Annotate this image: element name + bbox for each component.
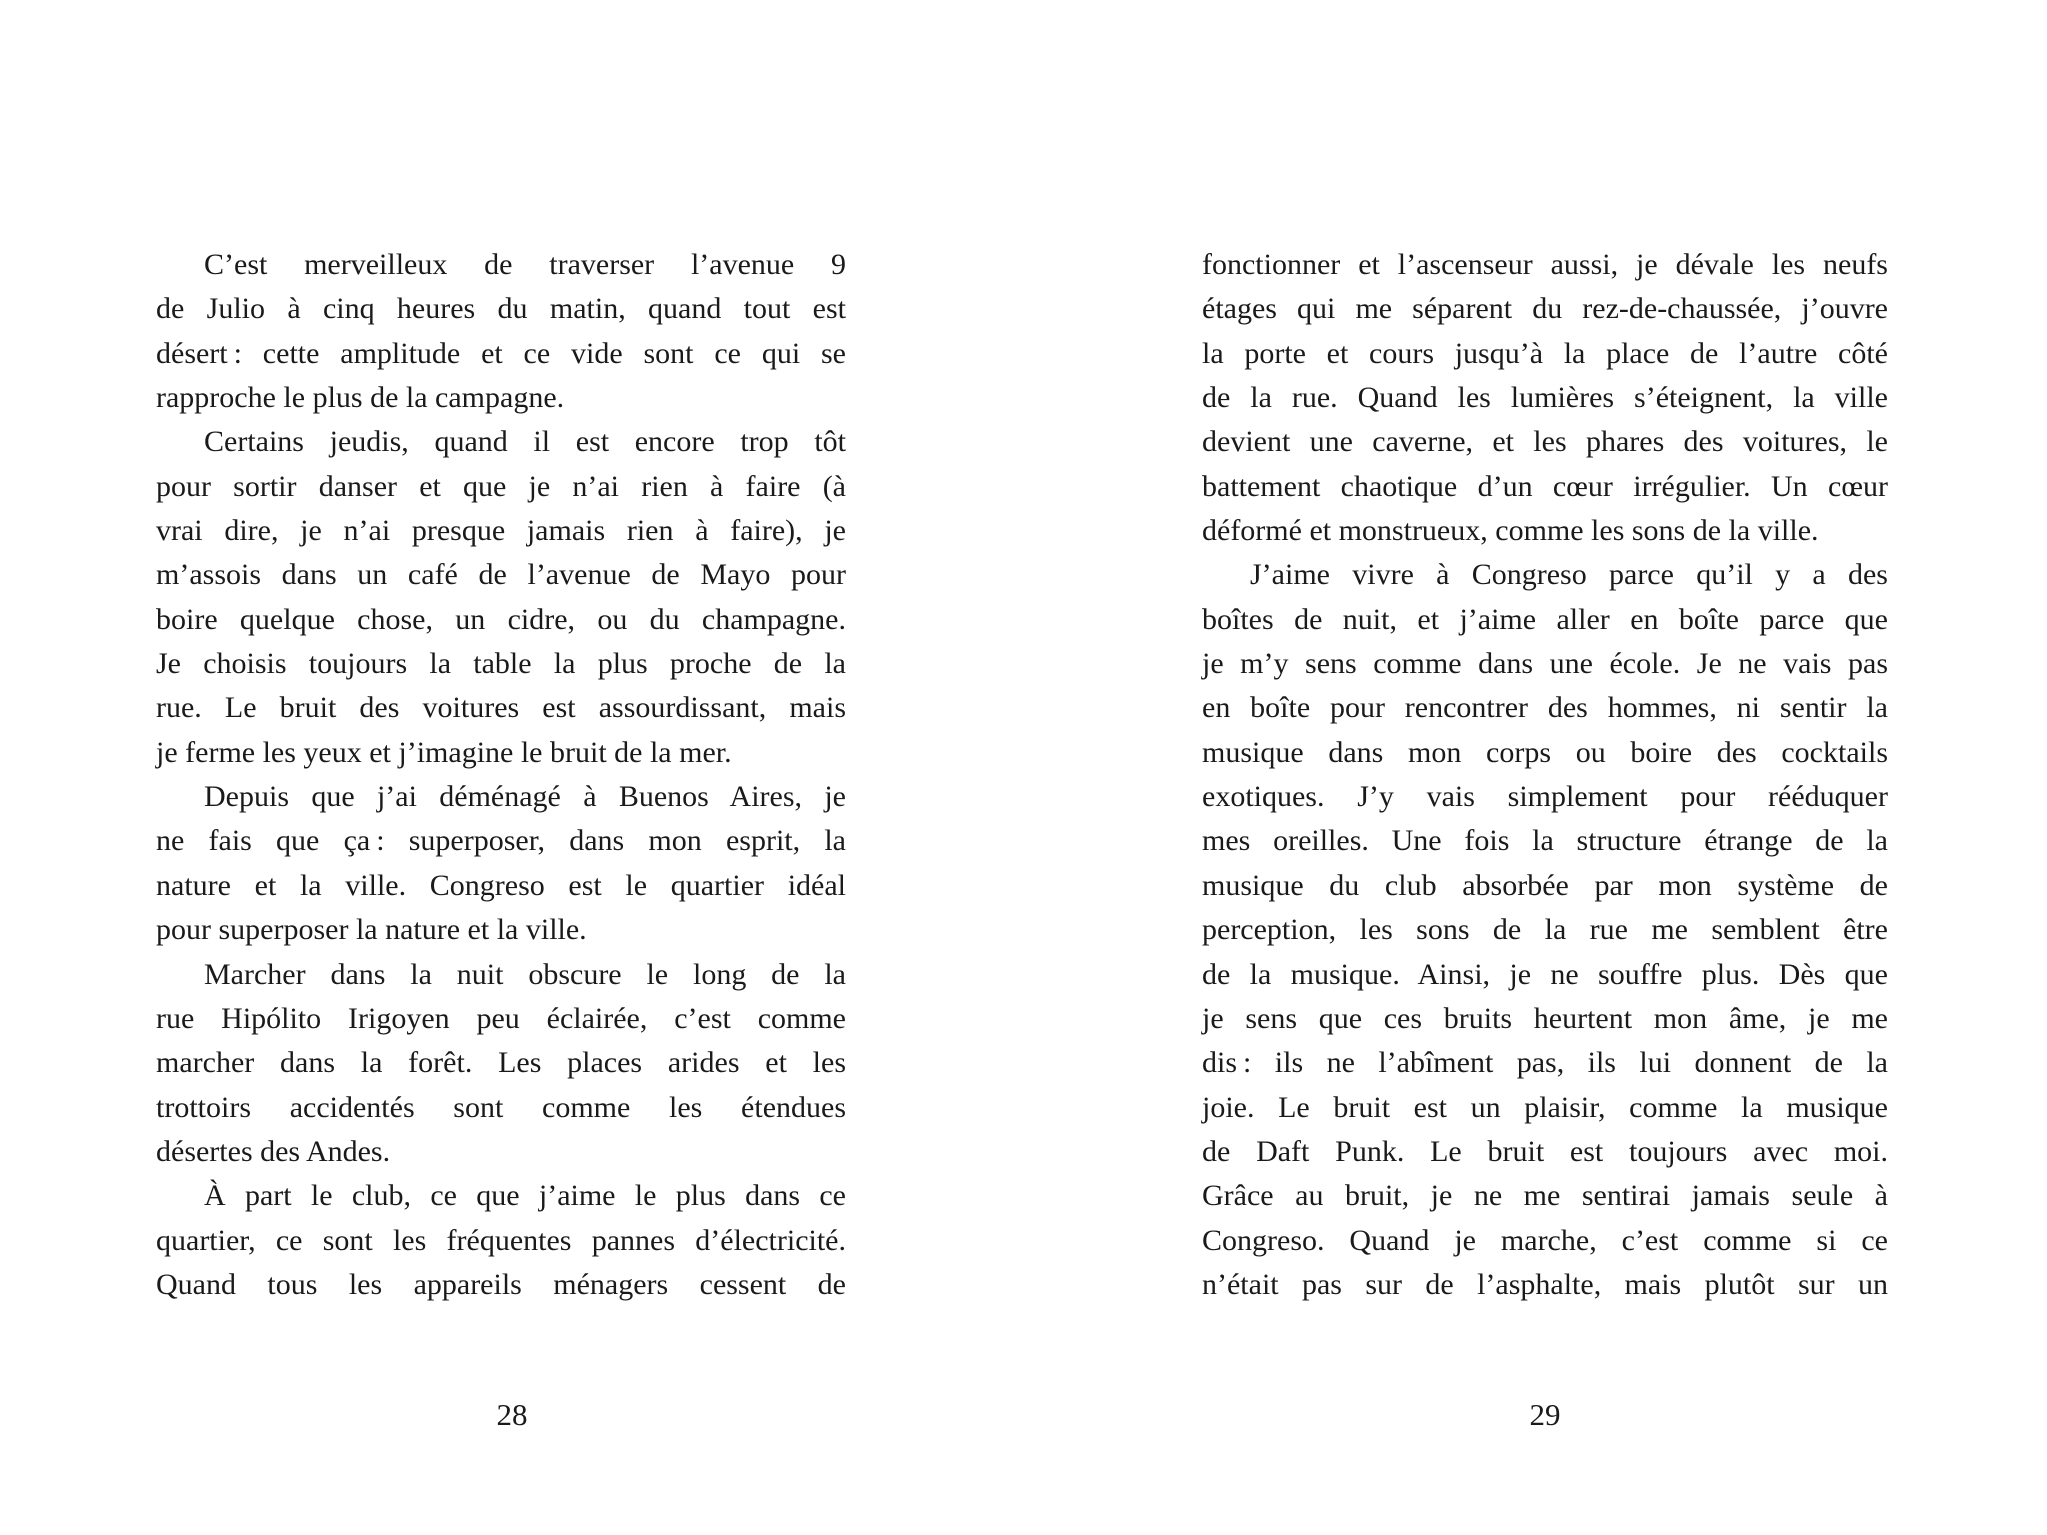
text-line: la porte et cours jusqu’à la place de l’autre côté (1202, 336, 1888, 370)
text-line: de Daft Punk. Le bruit est toujours avec moi. (1202, 1134, 1888, 1168)
text-line: mes oreilles. Une fois la structure étrange de la (1202, 824, 1888, 858)
text-line: de Julio à cinq heures du matin, quand tout est (156, 292, 846, 326)
text-line: je sens que ces bruits heurtent mon âme, je me (1202, 1001, 1888, 1035)
text-line: déformé et monstrueux, comme les sons de la ville. (1202, 514, 1819, 548)
text-line: À part le club, ce que j’aime le plus dans ce (204, 1179, 846, 1213)
text-line: boîtes de nuit, et j’aime aller en boîte parce que (1202, 602, 1888, 636)
text-line: désert : cette amplitude et ce vide sont ce qui se (156, 336, 846, 370)
text-line: m’assois dans un café de l’avenue de Mayo pour (156, 558, 846, 592)
text-line: désertes des Andes. (156, 1134, 391, 1168)
text-line: perception, les sons de la rue me semblent être (1202, 913, 1888, 947)
text-line: musique dans mon corps ou boire des cocktails (1202, 735, 1888, 769)
text-line: fonctionner et l’ascenseur aussi, je dévale les neufs (1202, 248, 1888, 281)
text-line: C’est merveilleux de traverser l’avenue 9 (204, 248, 846, 281)
text-line: Je choisis toujours la table la plus proche de la (156, 647, 846, 681)
text-line: Marcher dans la nuit obscure le long de la (204, 957, 846, 991)
text-line: de la rue. Quand les lumières s’éteignent, la ville (1202, 381, 1888, 415)
text-line: je m’y sens comme dans une école. Je ne vais pas (1202, 647, 1888, 681)
page-number-left: 28 (496, 1397, 528, 1432)
text-line: joie. Le bruit est un plaisir, comme la musique (1202, 1090, 1888, 1124)
text-line: marcher dans la forêt. Les places arides et les (156, 1046, 846, 1080)
page-left-text (156, 243, 846, 1307)
text-line: Certains jeudis, quand il est encore trop tôt (204, 425, 846, 459)
text-line: rue Hipólito Irigoyen peu éclairée, c’est comme (156, 1001, 846, 1035)
text-line: Quand tous les appareils ménagers cessent de (156, 1267, 846, 1301)
text-line: Congreso. Quand je marche, c’est comme si ce (1202, 1223, 1888, 1257)
text-line: ne fais que ça : superposer, dans mon esprit, la (156, 824, 846, 858)
text-line: pour superposer la nature et la ville. (156, 913, 587, 947)
text-line: vrai dire, je n’ai presque jamais rien à faire), je (156, 514, 846, 548)
text-line: trottoirs accidentés sont comme les étendues (156, 1090, 846, 1124)
text-line: étages qui me séparent du rez-de-chaussée, j’ouvre (1202, 292, 1888, 326)
text-line: J’aime vivre à Congreso parce qu’il y a des (1250, 558, 1888, 592)
text-line: dis : ils ne l’abîment pas, ils lui donnent de la (1202, 1046, 1888, 1080)
text-line: boire quelque chose, un cidre, ou du champagne. (156, 602, 846, 636)
text-line: en boîte pour rencontrer des hommes, ni sentir la (1202, 691, 1888, 725)
text-line: devient une caverne, et les phares des voitures, le (1202, 425, 1888, 459)
text-line: Grâce au bruit, je ne me sentirai jamais seule à (1202, 1179, 1888, 1213)
text-line: je ferme les yeux et j’imagine le bruit de la mer. (156, 735, 732, 769)
text-line: battement chaotique d’un cœur irrégulier. Un cœur (1202, 469, 1888, 503)
text-line: exotiques. J’y vais simplement pour rééduquer (1202, 780, 1888, 814)
text-line: rue. Le bruit des voitures est assourdissant, mais (156, 691, 846, 725)
page-number-right: 29 (1529, 1397, 1561, 1432)
page-right-text (1202, 243, 1888, 1307)
text-line: musique du club absorbée par mon système de (1202, 868, 1888, 902)
text-line: rapproche le plus de la campagne. (156, 381, 565, 415)
text-line: quartier, ce sont les fréquentes pannes d’électricité. (156, 1223, 846, 1257)
text-line: pour sortir danser et que je n’ai rien à faire (à (156, 469, 846, 503)
text-line: nature et la ville. Congreso est le quartier idéal (156, 868, 846, 902)
text-line: de la musique. Ainsi, je ne souffre plus. Dès que (1202, 957, 1888, 991)
text-line: Depuis que j’ai déménagé à Buenos Aires, je (204, 780, 846, 814)
text-line: n’était pas sur de l’asphalte, mais plutôt sur un (1202, 1267, 1888, 1301)
